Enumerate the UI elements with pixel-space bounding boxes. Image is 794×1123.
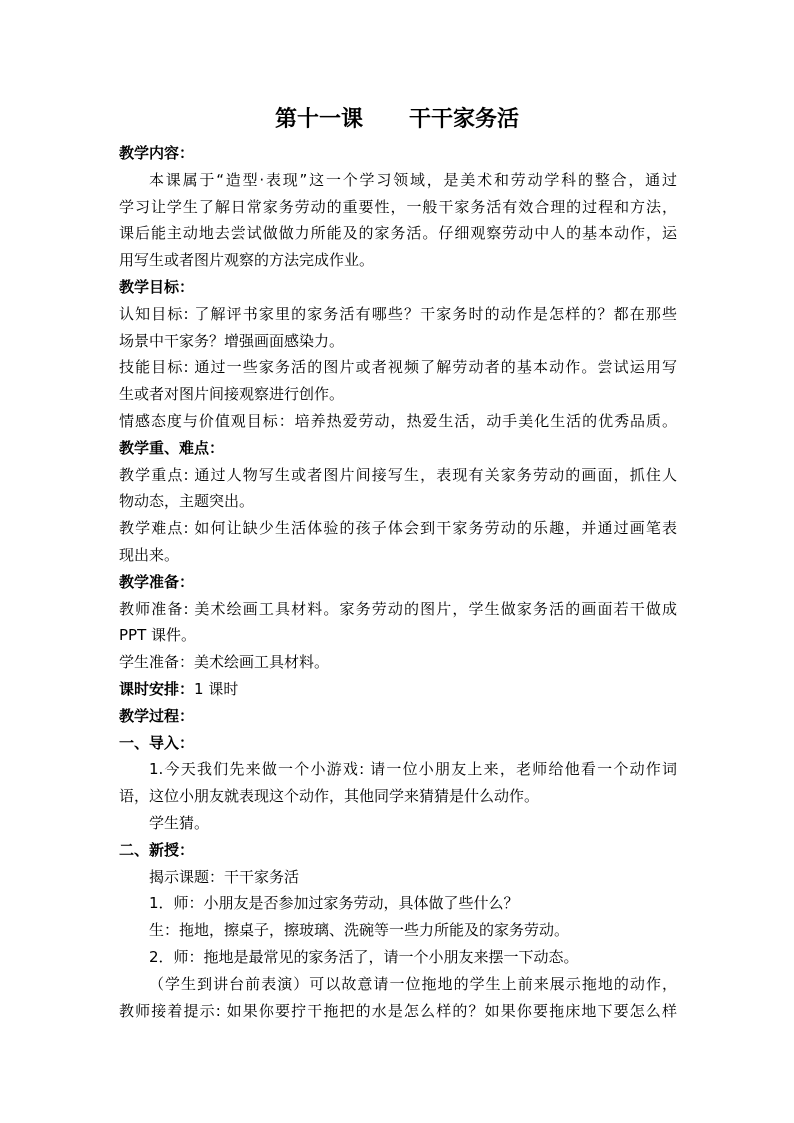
inline-label: 课时安排： <box>119 679 195 698</box>
section-heading: 教学目标： <box>119 277 195 296</box>
body-line: 教师准备: 美术绘画工具材料。家务劳动的图片，学生做家务活的画面若干做成 <box>119 599 677 618</box>
body-line: 教学难点: 如何让缺少生活体验的孩子体会到干家务劳动的乐趣，并通过画笔表 <box>119 519 677 538</box>
section-heading: 教学准备： <box>119 572 195 591</box>
section-heading: 一、导入： <box>119 733 195 752</box>
section-heading: 二、新授： <box>119 840 195 859</box>
body-line: 1.今天我们先来做一个小游戏: 请一位小朋友上来，老师给他看一个动作词 <box>149 760 677 779</box>
body-line: 教师接着提示: 如果你要拧干拖把的水是怎么样的？如果你要拖床地下要怎么样 <box>119 1001 677 1020</box>
body-line: 情感态度与价值观目标：培养热爱劳动，热爱生活，动手美化生活的优秀品质。 <box>119 411 677 430</box>
body-line: 用写生或者图片观察的方法完成作业。 <box>119 251 375 270</box>
body-line: 现出来。 <box>119 545 180 564</box>
lesson-title: 第十一课 干干家务活 <box>275 106 519 132</box>
body-line: 技能目标: 通过一些家务活的图片或者视频了解劳动者的基本动作。尝试运用写 <box>119 358 677 377</box>
inline-value: 1 课时 <box>194 679 239 698</box>
body-line: 学生准备：美术绘画工具材料。 <box>119 653 330 672</box>
body-line: 学生猜。 <box>149 813 210 832</box>
body-line: 本课属于“造型·表现”这一个学习领域，是美术和劳动学科的整合，通过 <box>149 170 677 189</box>
body-line: 学习让学生了解日常家务劳动的重要性，一般干家务活有效合理的过程和方法， <box>119 197 677 216</box>
body-line: PPT 课件。 <box>119 626 197 645</box>
body-line: 场景中干家务？增强画面感染力。 <box>119 331 345 350</box>
section-heading: 教学过程： <box>119 706 195 725</box>
body-line: 课后能主动地去尝试做做力所能及的家务活。仔细观察劳动中人的基本动作，运 <box>119 224 677 243</box>
body-line: 物动态，主题突出。 <box>119 492 255 511</box>
section-heading: 教学内容： <box>119 144 195 162</box>
lesson-body <box>119 140 677 1024</box>
section-heading: 教学重、难点： <box>119 438 225 457</box>
body-line: 语，这位小朋友就表现这个动作，其他同学来猜猜是什么动作。 <box>119 787 540 806</box>
body-line: 生或者对图片间接观察进行创作。 <box>119 385 345 404</box>
body-line: 1．师：小朋友是否参加过家务劳动，具体做了些什么？ <box>149 894 519 913</box>
body-line: 认知目标: 了解评书家里的家务活有哪些？干家务时的动作是怎样的？都在那些 <box>119 304 677 323</box>
body-line: 揭示课题：干干家务活 <box>149 867 300 886</box>
body-line: 2．师：拖地是最常见的家务活了，请一个小朋友来摆一下动态。 <box>149 947 579 966</box>
body-line: 生：拖地，擦桌子，擦玻璃、洗碗等一些力所能及的家务劳动。 <box>149 921 570 940</box>
body-line: 教学重点: 通过人物写生或者图片间接写生，表现有关家务劳动的画面，抓住人 <box>119 465 677 484</box>
body-line <box>119 676 677 703</box>
body-line: （学生到讲台前表演）可以故意请一位拖地的学生上前来展示拖地的动作， <box>149 974 677 993</box>
